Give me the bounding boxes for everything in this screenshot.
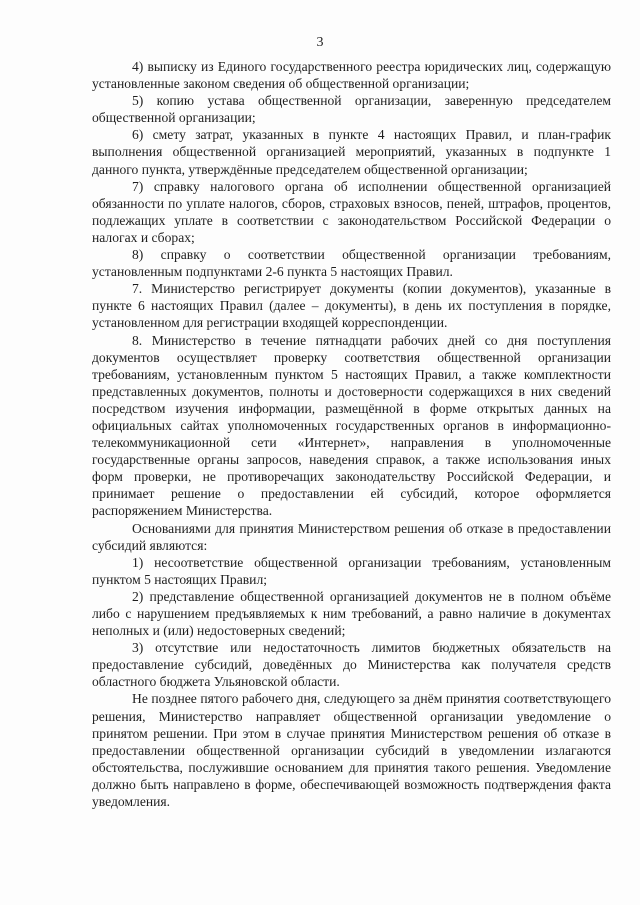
paragraph-item-8-compliance-certificate: 8) справку о соответствии общественной организации требованиям, установленным подпунктами 2-6 пункта 5 настоящих Правил. — [92, 247, 611, 280]
paragraph-item-4-extract: 4) выписку из Единого государственного реестра юридических лиц, содержащую установленные законом сведения об общественной организации; — [92, 59, 611, 92]
paragraph-refusal-ground-3: 3) отсутствие или недостаточность лимитов бюджетных обязательств на предоставление субсидий, доведённых до Министерства как получателя средств областного бюджета Ульяновской области. — [92, 640, 611, 690]
paragraph-refusal-ground-2: 2) представление общественной организацией документов не в полном объёме либо с нарушением предъявляемых к ним требований, а равно наличие в документах неполных и (или) недостоверных сведений; — [92, 588, 611, 639]
paragraph-clause-7-registration: 7. Министерство регистрирует документы (копии документов), указанные в пункте 6 настоящих Правил (далее – документы), в день их поступления в порядке, установленном для регистрации входящей корреспонденции. — [92, 281, 611, 331]
paragraph-item-7-tax-certificate: 7) справку налогового органа об исполнении общественной организацией обязанности по уплате налогов, сборов, страховых взносов, пеней, штрафов, процентов, подлежащих уплате в соответствии с законодательством Российской Федерации о налогах и сборах; — [92, 178, 611, 245]
paragraph-clause-8-verification: 8. Министерство в течение пятнадцати рабочих дней со дня поступления документов осуществляет проверку соответствия общественной организации требованиям, установленным пунктом 5 настоящих Правил, а также комплектности представленных документов, полноты и достоверности содержащихся в них сведений посредством изучения информации, размещённой в форме открытых данных на официальных сайтах уполномоченных государственных органов в информационно-телекоммуникационной сети «Интернет», направления в уполномоченные государственные органы запросов, наведения справок, а также использования иных форм проверки, не противоречащих законодательству Российской Федерации, и принимает решение о предоставлении ей субсидий, которое оформляется распоряжением Министерства. — [92, 332, 611, 519]
paragraph-refusal-ground-1: 1) несоответствие общественной организации требованиям, установленным пунктом 5 настоящих Правил; — [92, 554, 611, 587]
paragraph-notification: Не позднее пятого рабочего дня, следующего за днём принятия соответствующего решения, Министерство направляет общественной организации уведомление о принятом решении. При этом в случае принятия Министерством решения об отказе в предоставлении общественной организации субсидий в уведомлении излагаются обстоятельства, послужившие основанием для принятия такого решения. Уведомление должно быть направлено в форме, обеспечивающей возможность подтверждения факта уведомления. — [92, 691, 611, 810]
document-body — [92, 58, 611, 810]
paragraph-item-6-estimate: 6) смету затрат, указанных в пункте 4 настоящих Правил, и план-график выполнения общественной организацией мероприятий, указанных в подпункте 1 данного пункта, утверждённые председателем общественной организации; — [92, 127, 611, 177]
paragraph-refusal-grounds-intro: Основаниями для принятия Министерством решения об отказе в предоставлении субсидий являются: — [92, 520, 611, 553]
page-number: 3 — [316, 35, 324, 50]
paragraph-item-5-charter: 5) копию устава общественной организации, заверенную председателем общественной организации; — [92, 93, 611, 126]
